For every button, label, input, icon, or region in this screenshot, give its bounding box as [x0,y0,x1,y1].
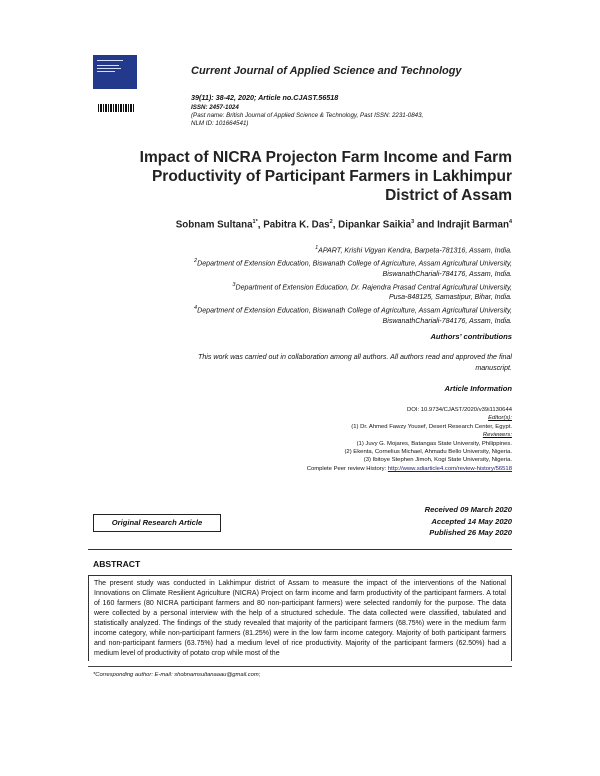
affiliation-text: BiswanathChariali-784176, Assam, India. [382,269,512,278]
accepted-date: Accepted 14 May 2020 [431,516,512,526]
author-name: Pabitra K. Das [263,219,330,231]
issn: ISSN: 2457-1024 [191,104,239,111]
author-affiliation-marker: 2 [329,219,333,225]
affiliation-text: APART, Krishi Vigyan Kendra, Barpeta-781316, Assam, India. [318,246,512,255]
affiliation-text: Department of Extension Education, Biswanath College of Agriculture, Assam Agricultural University, [197,259,512,268]
divider [88,549,512,550]
footnote-divider [88,666,512,667]
article-title: Impact of NICRA Projecton Farm Income and Farm Productivity of Participant Farmers in Lakhimpur District of Assam [139,149,512,204]
past-name: (Past name: British Journal of Applied Science & Technology, Past ISSN: 2231-0843, NLM ID: 101664541) [191,112,424,127]
affiliations [32,243,512,327]
issue-line: 39(11): 38-42, 2020; Article no.CJAST.56518 [191,93,339,102]
article-type-badge: Original Research Article [93,514,221,532]
affiliation-line [32,269,512,280]
author-list [72,219,512,230]
review-history-link[interactable]: http://www.sdiarticle4.com/review-history/56518 [387,465,512,472]
author-separator: , [332,219,339,231]
reviewers-label: Reviewers: [482,432,512,439]
reviewer: (1) Juvy G. Mojares, Batangas State University, Philippines. [356,440,512,447]
published-date: Published 26 May 2020 [429,528,512,537]
affiliation-line [32,303,512,316]
article-info [72,406,512,473]
review-history: Complete Peer review History: http://www.sdiarticle4.com/review-history/56518 [306,465,512,472]
reviewer: (2) Ekenta, Cornelius Michael, Ahmadu Bello University, Nigeria. [344,449,512,456]
affiliation-marker: 1 [315,245,319,251]
abstract-box [88,575,512,661]
affiliation-text: Department of Extension Education, Biswanath College of Agriculture, Assam Agricultural University, [197,306,512,315]
contributions-text: This work was carried out in collaboration among all authors. All authors read and approved the final manuscript. [197,353,512,372]
barcode [98,104,134,112]
journal-name: Current Journal of Applied Science and Technology [191,65,462,77]
author-name: Dipankar Saikia [338,219,412,231]
author-name: Indrajit Barman [437,219,509,231]
doi: DOI: 10.9734/CJAST/2020/v39i1130644 [406,407,512,413]
article-info-heading: Article Information [444,384,512,393]
reviewer: (3) Ibitoye Stephen Jimoh, Kogi State University, Nigeria. [363,457,512,464]
affiliation-marker: 4 [194,305,198,312]
affiliation-line [32,243,512,256]
abstract-text: The present study was conducted in Lakhimpur district of Assam to measure the impact of the interventions of the National Innovations on Climate Resilient Agriculture (NICRA) Project on farm income and farm productivity of the participant farmers. A total of 160 farmers (80 NICRA participant farmers and 80 non-participant farmers) were selected randomly for the purpose. The data were collected by a personal interview with the help of a structured schedule. The data collected were classified, tabulated and statistically analyzed. The findings of the study revealed that majority of the participant farmers (68.75%) were in the medium farm income category, while non-participant farmers (81.25%) were in the low farm income category. Majority of both participant farmers and non-participant farmers (63.75%) had a medium level of rice productivity. Majority of the participant farmers (62.50%) had a medium level of productivity of potato crop while most of the [94,580,506,657]
received-date: Received 09 March 2020 [424,505,512,514]
editors-label: Editor(s): [488,415,512,422]
affiliation-text: Department of Extension Education, Dr. Rajendra Prasad Central Agricultural University, [235,282,512,291]
affiliation-line [32,280,512,293]
contributions-heading: Authors’ contributions [430,332,512,341]
corresponding-author-footnote: *Corresponding author: E-mail: shobnamsultanaaau@gmail.com; [93,672,261,678]
author-name: Sobnam Sultana [175,219,253,231]
affiliation-text: BiswanathChariali-784176, Assam, India. [382,317,512,325]
article-dates [425,504,512,539]
author-affiliation-marker: 1* [252,219,258,225]
author-separator: , [257,219,264,231]
abstract-heading: ABSTRACT [93,559,141,569]
affiliation-text: Pusa-848125, Samastipur, Bihar, India. [388,293,512,302]
author-affiliation-marker: 4 [508,219,512,225]
affiliation-line [32,292,512,303]
affiliation-line [32,256,512,269]
author-separator: and [414,219,438,231]
author-affiliation-marker: 3 [411,219,415,225]
editor: (1) Dr. Ahmed Fawzy Yousef, Desert Research Center, Egypt. [351,423,512,430]
affiliation-marker: 2 [194,257,198,264]
journal-cover-thumbnail [93,55,137,89]
affiliation-line [32,316,512,327]
affiliation-marker: 3 [232,281,236,288]
